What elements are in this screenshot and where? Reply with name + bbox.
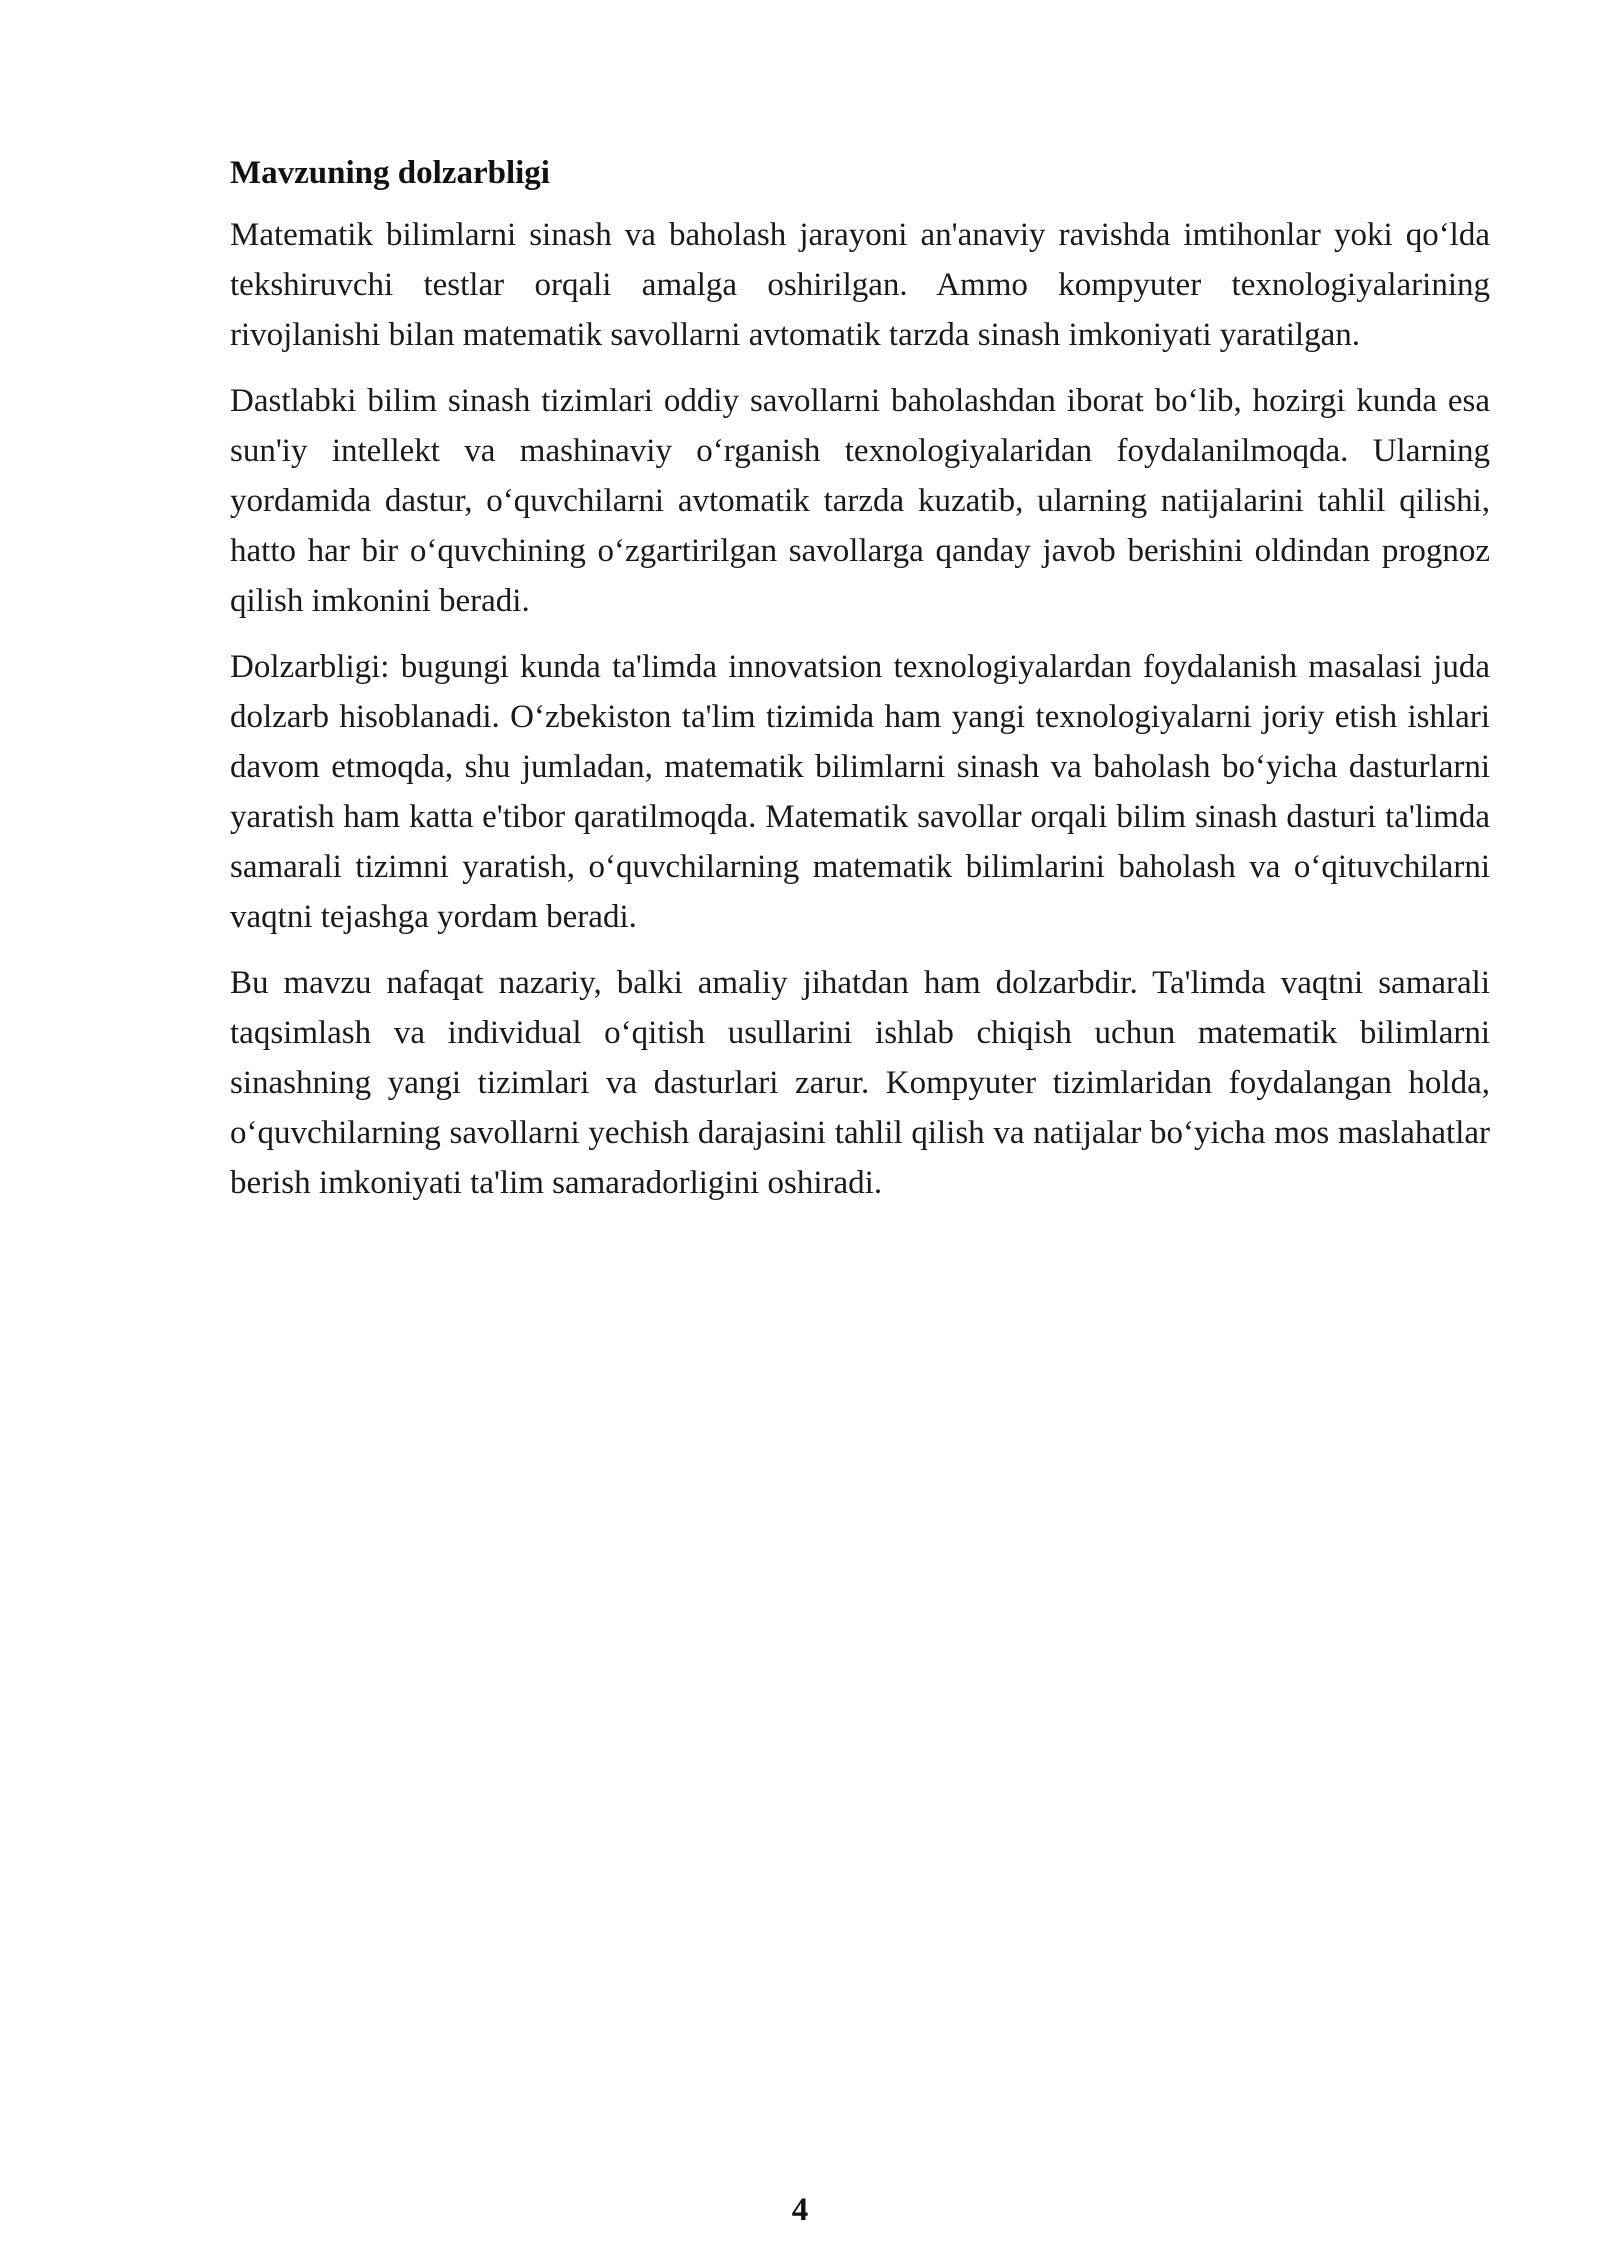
paragraph-4: Bu mavzu nafaqat nazariy, balki amaliy jihatdan ham dolzarbdir. Ta'limda vaqtni samarali taqsimlash va individual o‘qitish usullarini ishlab chiqish uchun matematik bilimlarni sinashning yangi tizimlari va dasturlari zarur. Kompyuter tizimlaridan foydalangan holda, o‘quvchilarning savollarni yechish darajasini tahlil qilish va natijalar bo‘yicha mos maslahatlar berish imkoniyati ta'lim samaradorligini oshiradi. <box>230 965 1490 1201</box>
paragraph-2: Dastlabki bilim sinash tizimlari oddiy savollarni baholashdan iborat bo‘lib, hozirgi kunda esa sun'iy intellekt va mashinaviy o‘rganish texnologiyalaridan foydalanilmoqda. Ularning yordamida dastur, o‘quvchilarni avtomatik tarzda kuzatib, ularning natijalarini tahlil qilishi, hatto har bir o‘quvchining o‘zgartirilgan savollarga qanday javob berishini oldindan prognoz qilish imkonini beradi. <box>230 383 1490 619</box>
page-content <box>230 148 1490 1224</box>
paragraph-3: Dolzarbligi: bugungi kunda ta'limda innovatsion texnologiyalardan foydalanish masalasi juda dolzarb hisoblanadi. O‘zbekiston ta'lim tizimida ham yangi texnologiyalarni joriy etish ishlari davom etmoqda, shu jumladan, matematik bilimlarni sinash va baholash bo‘yicha dasturlarni yaratish ham katta e'tibor qaratilmoqda. Matematik savollar orqali bilim sinash dasturi ta'limda samarali tizimni yaratish, o‘quvchilarning matematik bilimlarini baholash va o‘qituvchilarni vaqtni tejashga yordam beradi. <box>230 649 1490 935</box>
section-heading: Mavzuning dolzarbligi <box>230 155 550 191</box>
paragraph-1: Matematik bilimlarni sinash va baholash jarayoni an'anaviy ravishda imtihonlar yoki qo‘lda tekshiruvchi testlar orqali amalga oshirilgan. Ammo kompyuter texnologiyalarining rivojlanishi bilan matematik savollarni avtomatik tarzda sinash imkoniyati yaratilgan. <box>230 217 1490 353</box>
page-number: 4 <box>791 2192 809 2228</box>
